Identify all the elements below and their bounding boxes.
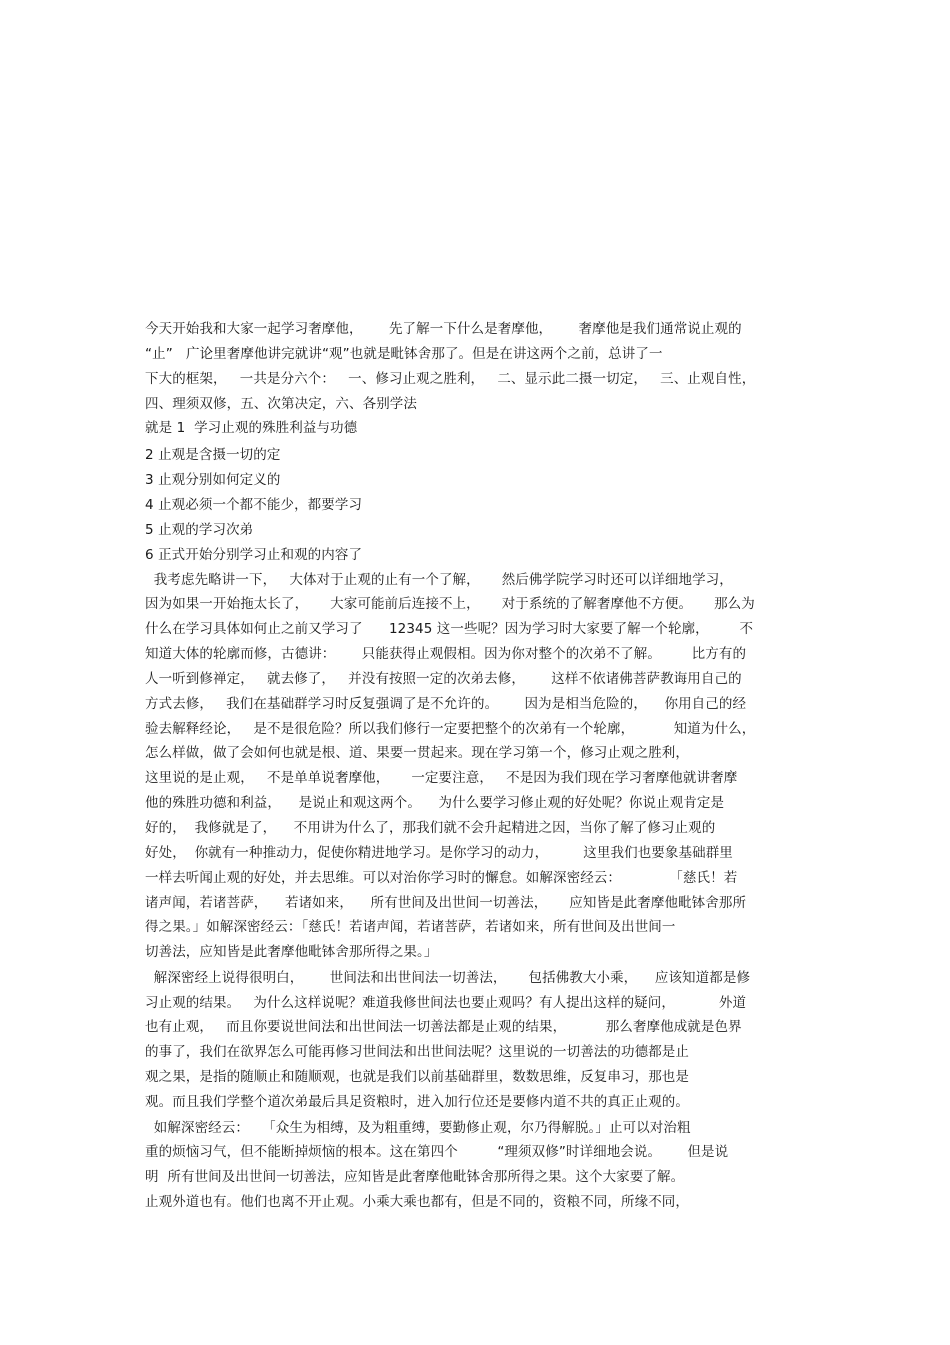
text-line: 2 止观是含摄一切的定 — [145, 447, 281, 463]
text-line: 好的， 我修就是了， 不用讲为什么了，那我们就不会升起精进之因，当你了解了修习止观的 — [145, 820, 716, 836]
text-line: 一样去听闻止观的好处，并去思维。可以对治你学习时的懈怠。如解深密经云： 「慈氏！若 — [145, 870, 738, 886]
text-line: 4 止观必须一个都不能少，都要学习 — [145, 497, 363, 513]
text-line: 5 止观的学习次弟 — [145, 522, 254, 538]
text-line: “止” 广论里奢摩他讲完就讲“观”也就是毗钵舍那了。但是在讲这两个之前，总讲了一 — [145, 346, 663, 362]
text-line: 诸声闻，若诸菩萨， 若诸如来， 所有世间及出世间一切善法， 应知皆是此奢摩他毗钵舍那所 — [145, 895, 747, 911]
text-line: 的事了，我们在欲界怎么可能再修习世间法和出世间法呢？这里说的一切善法的功德都是止 — [145, 1044, 689, 1060]
text-line: 6 正式开始分别学习止和观的内容了 — [145, 547, 363, 563]
text-line: 重的烦恼习气，但不能断掉烦恼的根本。这在第四个 “理须双修”时详细地会说。 但是说 — [145, 1144, 729, 1160]
text-line: 他的殊胜功德和利益， 是说止和观这两个。 为什么要学习修止观的好处呢？你说止观肯定是 — [145, 795, 725, 811]
text-line: 怎么样做，做了会如何也就是根、道、果要一贯起来。现在学习第一个，修习止观之胜利， — [145, 745, 689, 761]
text-line: 切善法，应知皆是此奢摩他毗钵舍那所得之果。」 — [145, 944, 438, 960]
text-line: 习止观的结果。 为什么这样说呢？难道我修世间法也要止观吗？有人提出这样的疑问， 外道 — [145, 995, 747, 1011]
text-line: 人一听到修禅定， 就去修了， 并没有按照一定的次弟去修， 这样不依诸佛菩萨教诲用自己的 — [145, 671, 742, 687]
text-line: 今天开始我和大家一起学习奢摩他， 先了解一下什么是奢摩他， 奢摩他是我们通常说止观的 — [145, 321, 742, 337]
text-line: 知道大体的轮廓而修，古德讲： 只能获得止观假相。因为你对整个的次弟不了解。 比方有的 — [145, 646, 747, 662]
text-line: 方式去修， 我们在基础群学习时反复强调了是不允许的。 因为是相当危险的， 你用自己的经 — [145, 696, 747, 712]
text-line: 下大的框架， 一共是分六个： 一、修习止观之胜利， 二、显示此二摄一切定， 三、止观自性， — [145, 371, 756, 387]
text-line: 如解深密经云： 「众生为相缚，及为粗重缚，要勤修止观，尔乃得解脱。」止可以对治粗 — [145, 1120, 691, 1136]
text-line: 我考虑先略讲一下， 大体对于止观的止有一个了解， 然后佛学院学习时还可以详细地学习， — [145, 572, 733, 588]
text-line: 明 所有世间及出世间一切善法，应知皆是此奢摩他毗钵舍那所得之果。这个大家要了解。 — [145, 1169, 685, 1185]
text-line: 也有止观， 而且你要说世间法和出世间法一切善法都是止观的结果， 那么奢摩他成就是色界 — [145, 1019, 742, 1035]
text-line: 止观外道也有。他们也离不开止观。小乘大乘也都有，但是不同的，资粮不同，所缘不同， — [145, 1194, 689, 1210]
text-line: 因为如果一开始拖太长了， 大家可能前后连接不上， 对于系统的了解奢摩他不方便。 那么为 — [145, 596, 755, 612]
text-line: 解深密经上说得很明白， 世间法和出世间法一切善法， 包括佛教大小乘， 应该知道都是修 — [145, 970, 751, 986]
text-line: 什么在学习具体如何止之前又学习了 12345 这一些呢？因为学习时大家要了解一个轮廓， 不 — [145, 621, 754, 637]
text-line: 验去解释经论， 是不是很危险？所以我们修行一定要把整个的次弟有一个轮廓， 知道为什么， — [145, 721, 756, 737]
text-line: 3 止观分别如何定义的 — [145, 472, 281, 488]
text-line: 观。而且我们学整个道次弟最后具足资粮时，进入加行位还是要修内道不共的真正止观的。 — [145, 1094, 689, 1110]
text-line: 这里说的是止观， 不是单单说奢摩他， 一定要注意， 不是因为我们现在学习奢摩他就讲奢摩 — [145, 770, 738, 786]
text-line: 观之果，是指的随顺止和随顺观，也就是我们以前基础群里，数数思维，反复串习，那也是 — [145, 1069, 689, 1085]
text-line: 四、理须双修，五、次第决定，六、各别学法 — [145, 396, 417, 412]
text-line: 好处， 你就有一种推动力，促使你精进地学习。是你学习的动力， 这里我们也要象基础群里 — [145, 845, 733, 861]
text-line: 就是 1 学习止观的殊胜利益与功德 — [145, 420, 358, 436]
text-line: 得之果。」如解深密经云：「慈氏！若诸声闻，若诸菩萨，若诸如来，所有世间及出世间一 — [145, 919, 676, 935]
